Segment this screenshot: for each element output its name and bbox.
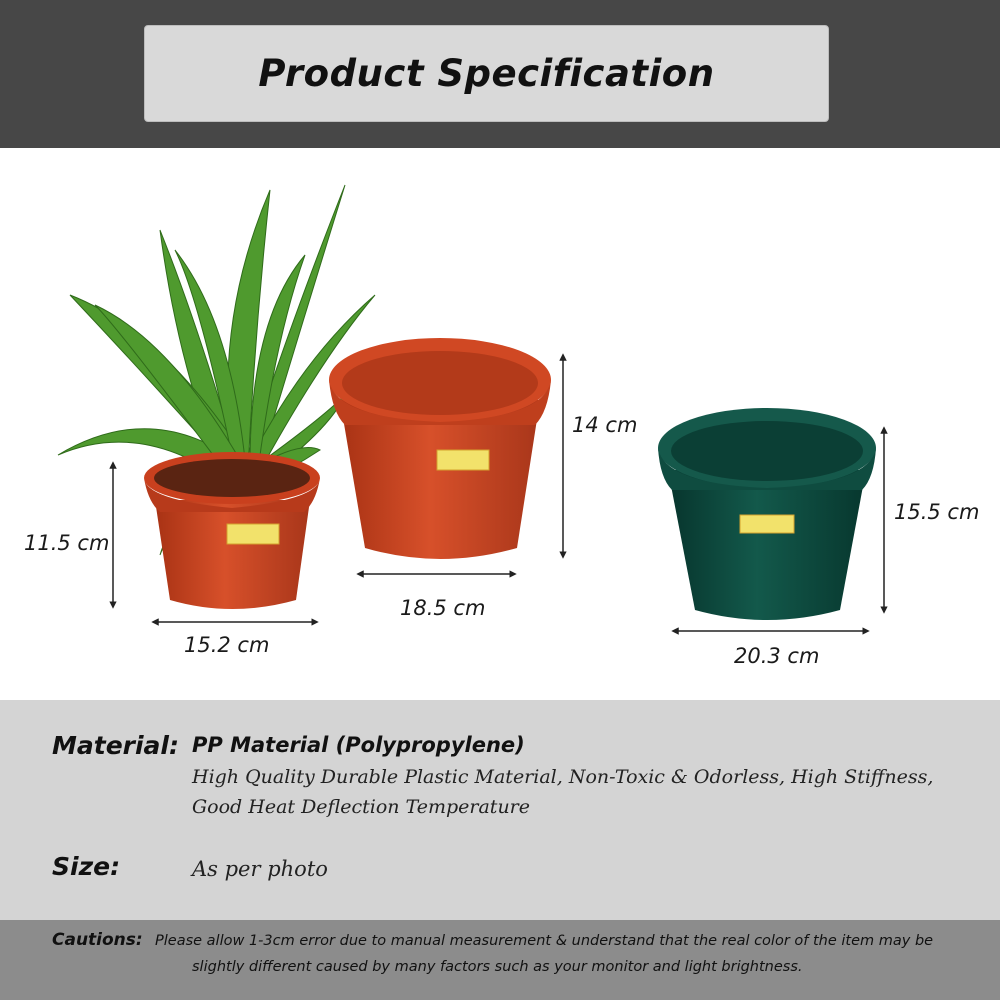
product-photo-area xyxy=(0,148,1000,700)
cautions-text-line-1: Please allow 1-3cm error due to manual measurement & understand that the real color of the item may be xyxy=(155,933,934,949)
cautions-label: Cautions: xyxy=(52,930,143,950)
material-label: Material: xyxy=(52,731,179,760)
large-pot-width-label: 20.3 cm xyxy=(734,644,820,668)
material-description-line-2: Good Heat Deflection Temperature xyxy=(192,796,531,818)
medium-pot xyxy=(329,338,551,559)
size-value: As per photo xyxy=(192,857,328,881)
size-label: Size: xyxy=(52,852,121,881)
small-pot-width-label: 15.2 cm xyxy=(184,633,270,657)
medium-pot-height-label: 14 cm xyxy=(572,413,638,437)
material-value: PP Material (Polypropylene) xyxy=(192,733,525,757)
page-title: Product Specification xyxy=(258,52,715,95)
green-pot xyxy=(658,408,876,620)
title-box xyxy=(144,25,829,122)
header-bar xyxy=(0,0,1000,148)
medium-pot-width-label: 18.5 cm xyxy=(400,596,486,620)
material-description-line-1: High Quality Durable Plastic Material, Non-Toxic & Odorless, High Stiffness, xyxy=(192,766,934,788)
cautions-bar xyxy=(0,920,1000,1000)
large-pot-height-label: 15.5 cm xyxy=(894,500,980,524)
product-illustration xyxy=(0,148,1000,700)
small-pot-height-label: 11.5 cm xyxy=(24,531,110,555)
small-pot xyxy=(144,452,320,609)
cautions-text-line-2: slightly different caused by many factors such as your monitor and light brightness. xyxy=(192,959,803,975)
specification-panel xyxy=(0,700,1000,920)
